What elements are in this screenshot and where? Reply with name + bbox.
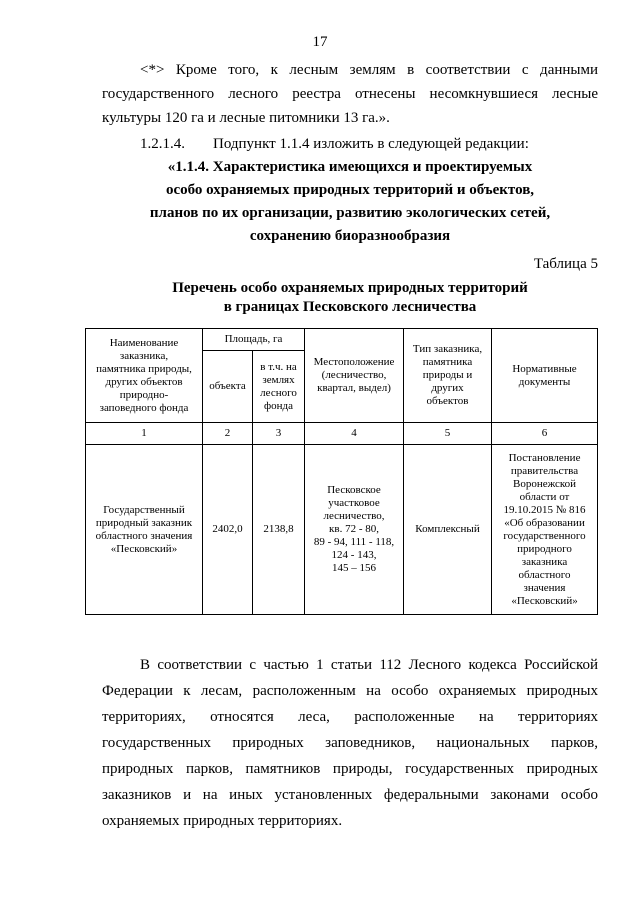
cell-text: природный заказник [95, 516, 193, 529]
column-number: 5 [404, 423, 492, 445]
cell-text: 124 - 143, [331, 549, 377, 561]
header-text: фонда [264, 399, 293, 412]
header-text: Тип заказника, [412, 343, 483, 355]
cell-text: «Песковский» [110, 542, 178, 555]
cell-text: областного [518, 568, 571, 581]
header-name [86, 329, 203, 423]
column-number-row [86, 423, 598, 445]
header-text: квартал, выдел) [317, 382, 391, 394]
section-heading-line: сохранению биоразнообразия [249, 228, 451, 244]
row-name [86, 445, 203, 615]
header-text: Наименование [109, 336, 179, 349]
table-label: Таблица 5 [533, 256, 598, 272]
column-number: 1 [86, 423, 203, 445]
header-area-object: объекта [203, 351, 253, 423]
header-text: других объектов [105, 375, 183, 388]
table-title-line: Перечень особо охраняемых природных территорий [172, 280, 528, 296]
cell-text: Воронежской [512, 477, 577, 490]
column-number: 6 [492, 423, 598, 445]
cell-text: кв. 72 - 80, [329, 523, 379, 535]
cell-text: правительства [510, 464, 579, 477]
header-type [404, 329, 492, 423]
reserves-table [85, 328, 598, 615]
instruction-number: 1.2.1.4. [140, 136, 185, 152]
cell-text: Государственный [103, 503, 185, 516]
paragraph-line: Федерации к лесам, расположенным на особо охраняемых природных [102, 683, 598, 699]
header-text: других [431, 382, 464, 394]
header-text: заповедного фонда [99, 401, 189, 414]
column-number: 4 [305, 423, 404, 445]
header-text: памятника природы, [96, 362, 192, 375]
cell-text: государственного [503, 529, 586, 542]
header-text: (лесничество, [321, 369, 387, 381]
cell-text: заказника [521, 555, 568, 568]
paragraph-line: территориях, относятся леса, расположенные на территориях [102, 709, 598, 725]
header-text: в т.ч. на [260, 360, 297, 373]
header-text: Нормативные [512, 362, 577, 375]
row-area-forest: 2138,8 [253, 445, 305, 615]
paragraph-line: В соответствии с частью 1 статьи 112 Лесного кодекса Российской [140, 657, 598, 673]
header-text: памятника [422, 356, 473, 368]
cell-text: «Песковский» [511, 594, 578, 607]
header-documents [492, 329, 598, 423]
column-number: 2 [203, 423, 253, 445]
table-title-line: в границах Песковского лесничества [223, 299, 477, 315]
cell-text: 145 – 156 [332, 562, 377, 574]
cell-text: лесничество, [323, 510, 385, 522]
paragraph-line: охраняемых природных территориях. [102, 813, 343, 829]
cell-text: Песковское [327, 484, 381, 496]
header-text: Местоположение [313, 356, 395, 368]
cell-text: участковое [328, 497, 380, 509]
header-text: документы [518, 375, 571, 388]
header-text: объектов [426, 395, 469, 407]
cell-text: областного значения [95, 529, 193, 542]
paragraph-line: природных парков, памятников природы, государственных природных [102, 761, 598, 777]
instruction-text: Подпункт 1.1.4 изложить в следующей редакции: [213, 136, 529, 152]
section-heading-line: «1.1.4. Характеристика имеющихся и проектируемых [167, 159, 533, 175]
footnote-line-2: государственного лесного реестра отнесены несомкнувшиеся лесные [102, 86, 598, 102]
cell-text: значения [523, 581, 566, 594]
row-type: Комплексный [404, 445, 492, 615]
paragraph-line: заказников и на иных установленных федеральными законами особо [102, 787, 598, 803]
paragraph-line: государственных природных заповедников, национальных парков, [102, 735, 598, 751]
cell-text: 89 - 94, 111 - 118, [313, 536, 395, 548]
cell-text: «Об образовании [504, 516, 585, 529]
column-number: 3 [253, 423, 305, 445]
header-text: землях [262, 373, 295, 386]
footnote-line-3: культуры 120 га и лесные питомники 13 га.». [102, 110, 390, 126]
section-heading-line: планов по их организации, развитию экологических сетей, [149, 205, 551, 221]
footnote-line-1: <*> Кроме того, к лесным землям в соответствии с данными [140, 62, 598, 78]
header-area: Площадь, га [203, 329, 305, 351]
closing-paragraph [102, 652, 598, 834]
header-area-forest [253, 351, 305, 423]
row-location [305, 445, 404, 615]
page-number: 17 [312, 34, 328, 50]
header-text: природы и [422, 369, 473, 381]
header-text: заказника, [119, 349, 169, 362]
row-area-object: 2402,0 [203, 445, 253, 615]
header-text: природно- [119, 388, 169, 401]
cell-text: природного [517, 542, 572, 555]
table-title [102, 279, 598, 317]
cell-text: Постановление [508, 451, 581, 464]
header-text: лесного [260, 386, 297, 399]
cell-text: 19.10.2015 № 816 [503, 503, 586, 516]
section-heading-line: особо охраняемых природных территорий и объектов, [165, 182, 535, 198]
row-documents [492, 445, 598, 615]
cell-text: области от [519, 490, 570, 503]
header-location [305, 329, 404, 423]
section-heading [90, 156, 610, 248]
table-row [86, 445, 598, 615]
